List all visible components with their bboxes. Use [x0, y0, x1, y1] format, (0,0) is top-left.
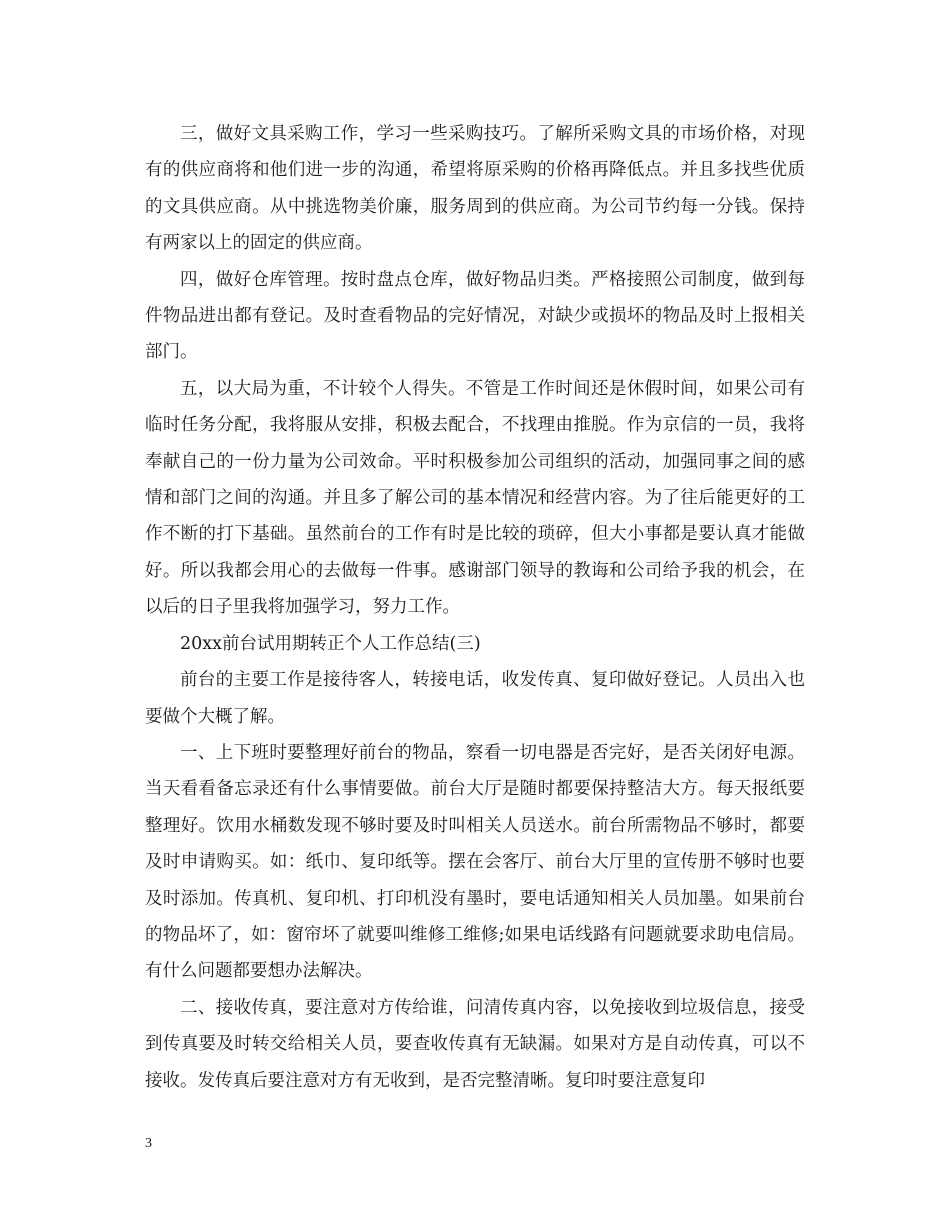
paragraph-front-desk-intro: 前台的主要工作是接待客人，转接电话，收发传真、复印做好登记。人员出入也要做个大概了解。: [145, 670, 805, 727]
paragraph-overall-interest: 五，以大局为重，不计较个人得失。不管是工作时间还是休假时间，如果公司有临时任务分配，我将服从安排，积极去配合，不找理由推脱。作为京信的一员，我将奉献自己的一份力量为公司效命。平时积极参加公司组织的活动，加强同事之间的感情和部门之间的沟通。并且多了解公司的基本情况和经营内容。为了往后能更好的工作不断的打下基础。虽然前台的工作有时是比较的琐碎，但大小事都是要认真才能做好。所以我都会用心的去做每一件事。感谢部门领导的教诲和公司给予我的机会，在以后的日子里我将加强学习，努力工作。: [145, 378, 805, 618]
paragraph-fax: 二、接收传真，要注意对方传给谁，问清传真内容，以免接收到垃圾信息，接受到传真要及时转交给相关人员，要查收传真有无缺漏。如果对方是自动传真，可以不接收。发传真后要注意对方有无收到，是否完整清晰。复印时要注意复印: [145, 997, 805, 1091]
page-number: 3: [145, 1136, 152, 1151]
paragraph-daily-tasks: 一、上下班时要整理好前台的物品，察看一切电器是否完好，是否关闭好电源。当天看看备忘录还有什么事情要做。前台大厅是随时都要保持整洁大方。每天报纸要整理好。饮用水桶数发现不够时要及时叫相关人员送水。前台所需物品不够时，都要及时申请购买。如：纸巾、复印纸等。摆在会客厅、前台大厅里的宣传册不够时也要及时添加。传真机、复印机、打印机没有墨时，要电话通知相关人员加墨。如果前台的物品坏了，如：窗帘坏了就要叫维修工维修;如果电话线路有问题就要求助电信局。有什么问题都要想办法解决。: [145, 742, 805, 982]
body-text: [145, 116, 805, 1099]
section-heading: 20xx前台试用期转正个人工作总结(三): [180, 633, 481, 654]
paragraph-procurement: 三，做好文具采购工作，学习一些采购技巧。了解所采购文具的市场价格，对现有的供应商将和他们进一步的沟通，希望将原采购的价格再降低点。并且多找些优质的文具供应商。从中挑选物美价廉，服务周到的供应商。为公司节约每一分钱。保持有两家以上的固定的供应商。: [145, 124, 805, 254]
paragraph-warehouse: 四，做好仓库管理。按时盘点仓库，做好物品归类。严格接照公司制度，做到每件物品进出都有登记。及时查看物品的完好情况，对缺少或损坏的物品及时上报相关部门。: [145, 269, 805, 363]
